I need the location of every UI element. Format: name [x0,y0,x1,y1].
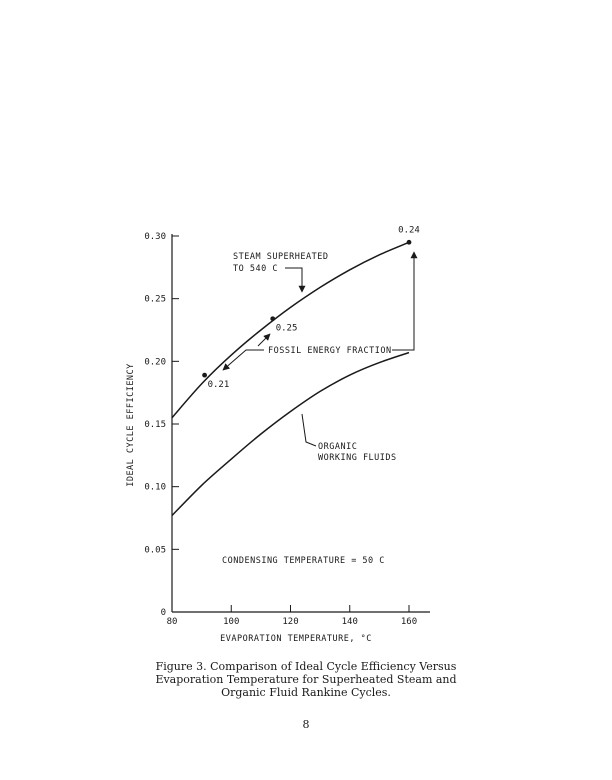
y-tick-label: 0.20 [144,357,166,368]
caption-line-1: Figure 3. Comparison of Ideal Cycle Efficiency Versus [155,660,457,673]
marked-point [407,240,412,245]
condensing-temperature-label: CONDENSING TEMPERATURE = 50 C [222,556,385,566]
x-ticks [167,605,418,627]
steam-leader-arrow [285,268,302,292]
marked-point-label: 0.25 [275,323,298,334]
y-ticks [144,232,179,618]
y-tick-label: 0.10 [144,482,166,493]
organic-label-line1: ORGANIC [318,442,358,452]
y-axis-label: IDEAL CYCLE EFFICIENCY [126,363,136,487]
y-tick-label: 0.30 [144,232,166,242]
marked-point [202,373,207,378]
y-tick-label: 0 [160,608,166,618]
x-axis-label: EVAPORATION TEMPERATURE, °C [220,634,372,644]
fossil-fraction-label: FOSSIL ENERGY FRACTION [268,346,392,356]
points-layer [202,225,420,390]
fossil-leader-left [223,350,264,370]
steam-label-line1: STEAM SUPERHEATED [233,252,329,262]
steam-label-line2: TO 540 C [233,264,278,274]
marked-point [270,316,275,321]
caption-line-3: Organic Fluid Rankine Cycles. [221,686,391,699]
organic-leader [302,414,316,446]
annotations [222,252,414,566]
x-tick-label: 100 [223,617,240,627]
page-number: 8 [302,718,310,731]
y-tick-label: 0.05 [144,545,166,556]
organic-label-line2: WORKING FLUIDS [318,453,397,463]
fossil-leader-right [392,252,414,350]
caption-line-2: Evaporation Temperature for Superheated Steam and [155,673,457,686]
figure-caption [0,660,612,699]
x-tick-label: 120 [282,617,299,627]
y-tick-label: 0.15 [144,420,166,430]
fossil-leader-up [258,334,270,346]
x-tick-label: 140 [341,617,358,627]
marked-point-label: 0.24 [398,225,420,236]
series-layer [172,242,409,515]
y-tick-label: 0.25 [144,294,166,305]
x-tick-label: 80 [166,617,178,627]
marked-point-label: 0.21 [207,380,230,391]
x-tick-label: 160 [400,617,418,627]
